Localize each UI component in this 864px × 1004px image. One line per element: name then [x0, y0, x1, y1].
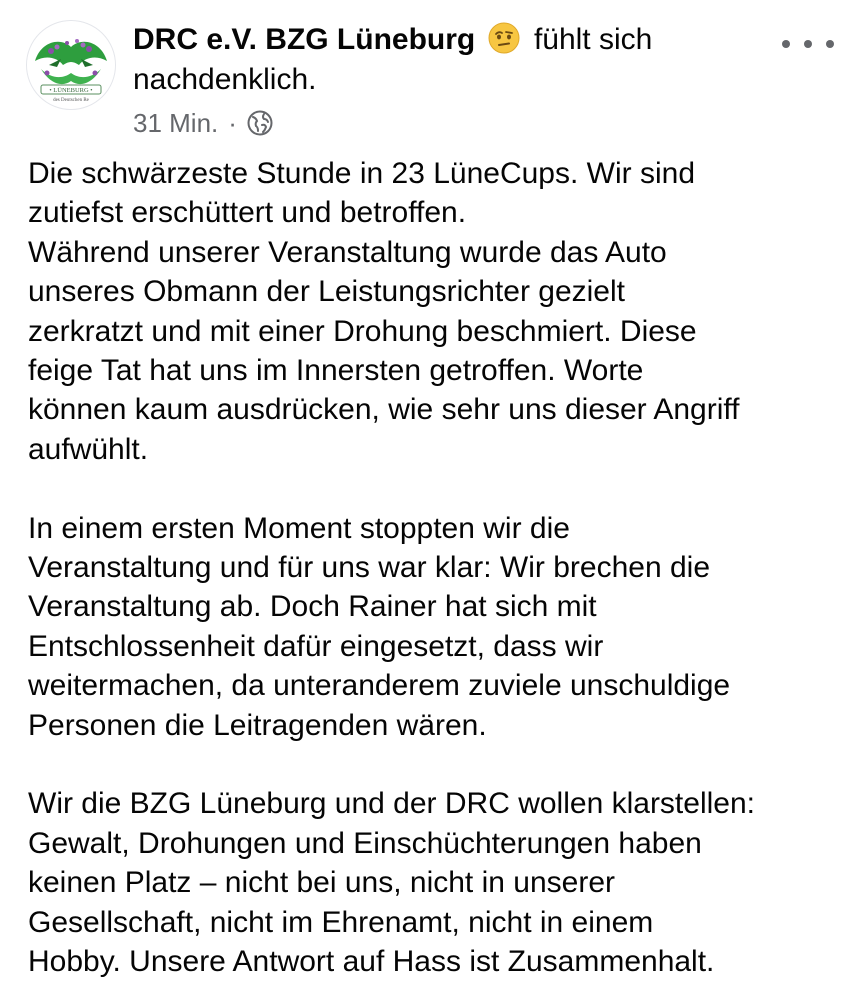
text-line: Hobby. Unsere Antwort auf Hass ist Zusammenhalt. — [28, 945, 715, 979]
text-line: zerkratzt und mit einer Drohung beschmiert. Diese — [28, 314, 697, 348]
text-line: Veranstaltung und für uns war klar: Wir brechen die — [28, 551, 711, 585]
text-line: weitermachen, da unteranderem zuviele unschuldige — [28, 669, 731, 703]
text-line: Veranstaltung ab. Doch Rainer hat sich mit — [28, 590, 597, 624]
text-line: aufwühlt. — [28, 432, 149, 466]
text-line: Gesellschaft, nicht im Ehrenamt, nicht in einem — [28, 905, 654, 939]
text-line: Entschlossenheit dafür eingesetzt, dass wir — [28, 629, 604, 663]
page-avatar[interactable] — [26, 20, 116, 110]
post-paragraph — [28, 509, 843, 745]
feeling-text: fühlt sich nachdenklich. — [133, 23, 653, 96]
more-dot-icon — [782, 40, 790, 48]
post-title — [133, 20, 773, 100]
club-logo — [27, 21, 115, 109]
post-text — [28, 154, 843, 982]
meta-separator: · — [228, 108, 237, 138]
more-options-button[interactable] — [782, 32, 834, 56]
text-line: Die schwärzeste Stunde in 23 LüneCups. Wir sind — [28, 157, 696, 190]
post-meta — [133, 107, 273, 139]
author-name[interactable]: DRC e.V. BZG Lüneburg — [133, 23, 476, 56]
globe-icon — [247, 110, 273, 136]
more-dot-icon — [804, 40, 812, 48]
more-dot-icon — [826, 40, 834, 48]
text-line: In einem ersten Moment stoppten wir die — [28, 511, 570, 545]
post-header — [0, 0, 864, 150]
text-line: Personen die Leitragenden wären. — [28, 708, 487, 742]
text-line: Gewalt, Drohungen und Einschüchterungen haben — [28, 826, 702, 860]
text-line: zutiefst erschüttert und betroffen. — [28, 196, 467, 230]
timestamp[interactable]: 31 Min. — [133, 108, 219, 138]
avatar-banner-text: • LÜNEBURG • — [49, 87, 93, 94]
avatar-subtext: des Deutschen Re — [53, 98, 89, 103]
text-line: unseres Obmann der Leistungsrichter gezielt — [28, 275, 625, 309]
post-paragraph — [28, 154, 843, 469]
text-line: können kaum ausdrücken, wie sehr uns dieser Angriff — [28, 393, 740, 427]
text-line: keinen Platz – nicht bei uns, nicht in unserer — [28, 866, 616, 900]
text-line: Während unserer Veranstaltung wurde das Auto — [28, 235, 667, 269]
text-line: feige Tat hat uns im Innersten getroffen. Worte — [28, 354, 644, 388]
text-line: Wir die BZG Lüneburg und der DRC wollen klarstellen: — [28, 787, 755, 821]
post-paragraph — [28, 784, 843, 981]
thinking-emoji-icon — [488, 22, 520, 54]
